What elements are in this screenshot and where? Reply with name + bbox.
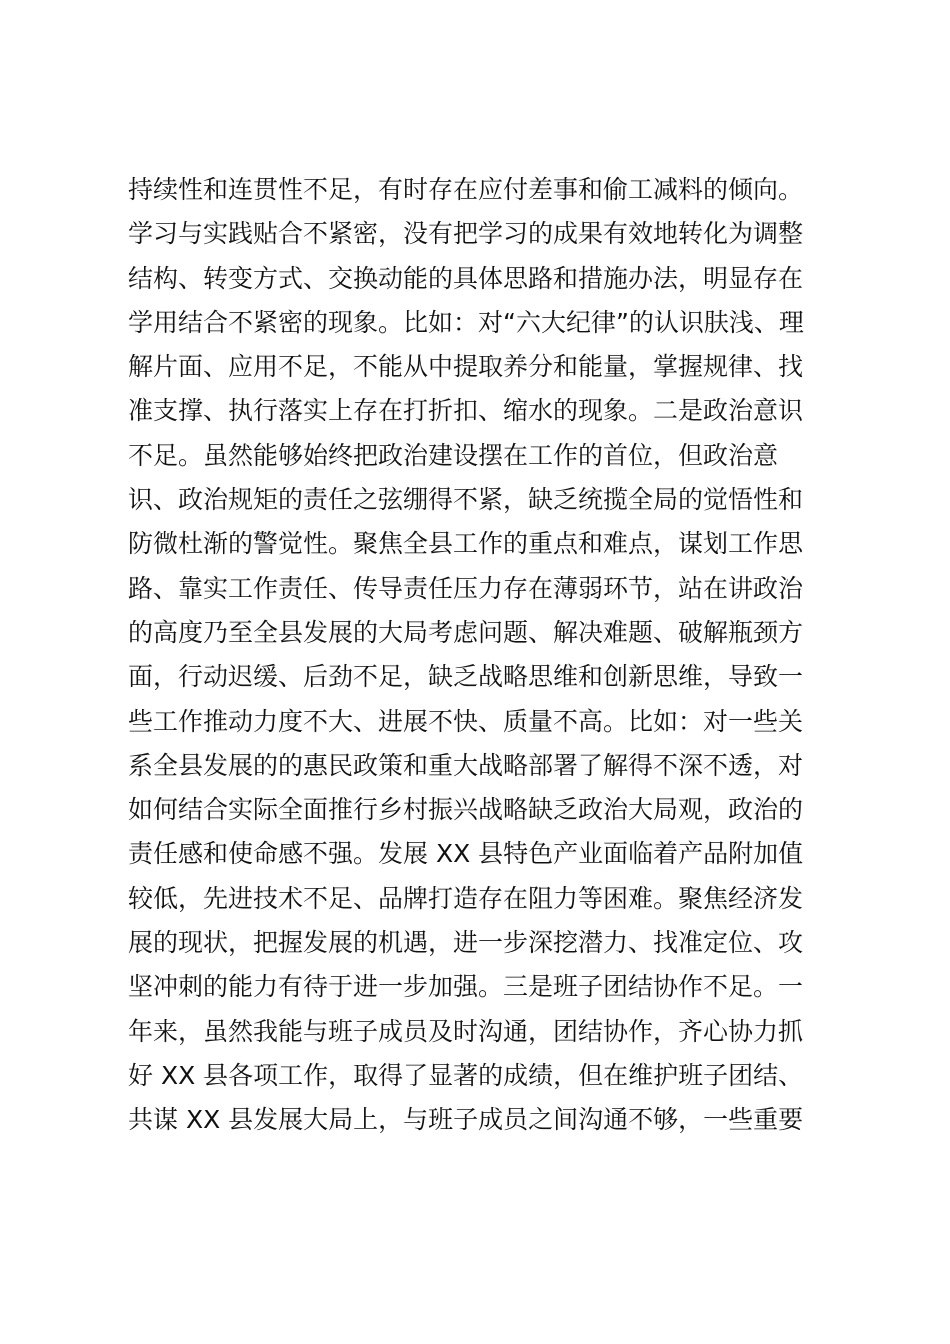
text-line: 好 XX 县各项工作，取得了显著的成绩，但在维护班子团结、 bbox=[128, 1060, 804, 1090]
text-line: 防微杜渐的警觉性。聚焦全县工作的重点和难点，谋划工作思 bbox=[128, 529, 804, 559]
text-line: 年来，虽然我能与班子成员及时沟通，团结协作，齐心协力抓 bbox=[128, 1016, 804, 1046]
text-line: 识、政治规矩的责任之弦绷得不紧，缺乏统揽全局的觉悟性和 bbox=[128, 485, 804, 515]
text-line: 路、靠实工作责任、传导责任压力存在薄弱环节，站在讲政治 bbox=[128, 573, 804, 603]
text-line: 不足。虽然能够始终把政治建设摆在工作的首位，但政治意 bbox=[128, 440, 779, 470]
body-text bbox=[128, 168, 828, 1143]
text-line: 持续性和连贯性不足，有时存在应付差事和偷工减料的倾向。 bbox=[128, 175, 804, 204]
text-line: 准支撑、执行落实上存在打折扣、缩水的现象。二是政治意识 bbox=[128, 396, 804, 426]
text-line: 系全县发展的的惠民政策和重大战略部署了解得不深不透，对 bbox=[128, 750, 804, 780]
text-line: 如何结合实际全面推行乡村振兴战略缺乏政治大局观，政治的 bbox=[128, 795, 804, 825]
text-line: 共谋 XX 县发展大局上，与班子成员之间沟通不够，一些重要 bbox=[128, 1105, 804, 1135]
text-line: 坚冲刺的能力有待于进一步加强。三是班子团结协作不足。一 bbox=[128, 972, 804, 1002]
text-line: 责任感和使命感不强。发展 XX 县特色产业面临着产品附加值 bbox=[128, 839, 804, 869]
text-line: 较低，先进技术不足、品牌打造存在阻力等困难。聚焦经济发 bbox=[128, 883, 804, 913]
text-line: 面，行动迟缓、后劲不足，缺乏战略思维和创新思维，导致一 bbox=[128, 662, 804, 692]
text-line: 些工作推动力度不大、进展不快、质量不高。比如：对一些关 bbox=[128, 706, 804, 736]
text-line: 展的现状，把握发展的机遇，进一步深挖潜力、找准定位、攻 bbox=[128, 928, 804, 958]
text-line: 学习与实践贴合不紧密，没有把学习的成果有效地转化为调整 bbox=[128, 219, 804, 249]
text-line: 结构、转变方式、交换动能的具体思路和措施办法，明显存在 bbox=[128, 263, 804, 293]
text-line: 的高度乃至全县发展的大局考虑问题、解决难题、破解瓶颈方 bbox=[128, 617, 804, 647]
text-line: 学用结合不紧密的现象。比如：对“六大纪律”的认识肤浅、理 bbox=[128, 307, 804, 337]
text-line: 解片面、应用不足，不能从中提取养分和能量，掌握规律、找 bbox=[128, 352, 804, 382]
